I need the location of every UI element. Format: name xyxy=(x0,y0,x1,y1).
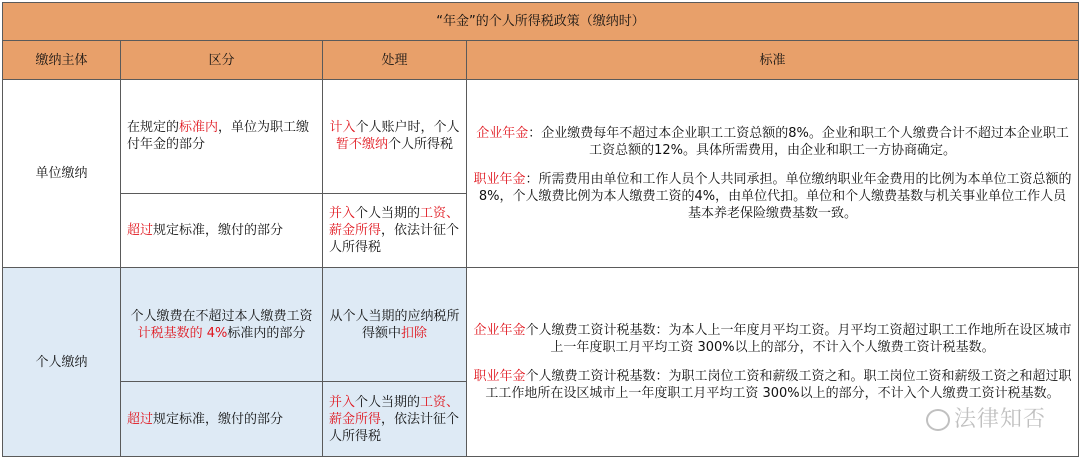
highlight-text: 扣除 xyxy=(401,325,428,341)
unit-standard-cell xyxy=(467,79,1079,268)
table-row xyxy=(3,79,1079,193)
table-title: “年金”的个人所得税政策（缴纳时） xyxy=(3,3,1079,41)
table-title-row xyxy=(3,3,1079,41)
highlight-text: 工资、薪金所得 xyxy=(329,206,460,239)
personal-row1-treatment xyxy=(323,268,467,382)
highlight-text: 计税基数的 4% xyxy=(137,325,228,341)
text-segment: 个人账户时，个人 xyxy=(355,120,460,136)
highlight-text: 工资、薪金所得 xyxy=(329,394,460,427)
unit-row1-treatment xyxy=(323,79,467,193)
occupational-pension-text: 个人缴费工资计税基数：为职工岗位工资和薪级工资之和。职工岗位工资和薪级工资之和超过职工工作地所在设区城市上一年度职工月平均工资 300%以上的部分，不计入个人缴费工资计税基数。 xyxy=(485,369,1072,402)
personal-enterprise-standard xyxy=(473,322,1072,356)
highlight-text: 计入 xyxy=(329,120,356,136)
text-segment: 个人缴费在不超过本人缴费工资 xyxy=(130,308,313,324)
text-segment: 个人所得税 xyxy=(388,137,454,153)
subject-unit: 单位缴纳 xyxy=(3,79,121,268)
unit-row2-category xyxy=(121,193,323,268)
pension-tax-table xyxy=(2,2,1079,457)
enterprise-pension-text: 个人缴费工资计税基数：为本人上一年度月平均工资。月平均工资超过职工工作地所在设区城市上一年度职工月平均工资 300%以上的部分，不计入个人缴费工资计税基数。 xyxy=(525,323,1072,356)
personal-standard-cell xyxy=(467,268,1079,457)
watermark-text: 法律知否 xyxy=(954,407,1047,432)
enterprise-pension-text: ：企业缴费每年不超过本企业职工工资总额的8%。企业和职工个人缴费合计不超过本企业职工工资总额的12%。具体所需费用，由企业和职工一方协商确定。 xyxy=(528,126,1069,158)
subject-personal: 个人缴纳 xyxy=(3,268,121,457)
header-standard: 标准 xyxy=(467,41,1079,79)
table-header-row xyxy=(3,41,1079,79)
header-treatment: 处理 xyxy=(323,41,467,79)
table-row xyxy=(3,268,1079,382)
header-subject: 缴纳主体 xyxy=(3,41,121,79)
header-category: 区分 xyxy=(121,41,323,79)
text-segment: 规定标准，缴付的部分 xyxy=(153,223,284,239)
text-segment: 在规定的 xyxy=(127,120,180,136)
unit-row2-treatment xyxy=(323,193,467,268)
enterprise-pension-label: 企业年金 xyxy=(473,323,526,339)
text-segment: ，依法计征个人所得税 xyxy=(329,223,460,256)
text-segment: 个人当期的 xyxy=(355,394,421,410)
highlight-text: 超过 xyxy=(127,411,154,427)
personal-row2-category xyxy=(121,382,323,457)
unit-enterprise-standard xyxy=(473,125,1072,159)
highlight-text: 暂不缴纳 xyxy=(335,137,388,153)
unit-row1-category xyxy=(121,79,323,193)
text-segment: 从个人当期的应纳税所得额中 xyxy=(329,308,460,341)
highlight-text: 并入 xyxy=(329,206,356,222)
occupational-pension-text: ：所需费用由单位和工作人员个人共同承担。单位缴纳职业年金费用的比例为本单位工资总额的8%，个人缴费比例为本人缴费工资的4%，由单位代扣。单位和个人缴费基数与机关事业单位工作人员基本养老保险缴费基数一致。 xyxy=(478,172,1072,221)
highlight-text: 并入 xyxy=(329,394,356,410)
highlight-text: 超过 xyxy=(127,223,154,239)
unit-occupational-standard xyxy=(473,171,1072,222)
text-segment: ，依法计征个人所得税 xyxy=(329,411,460,444)
text-segment: 个人当期的 xyxy=(355,206,421,222)
highlight-text: 标准内 xyxy=(179,120,219,136)
occupational-pension-label: 职业年金 xyxy=(473,172,526,187)
personal-occupational-standard xyxy=(473,368,1072,402)
personal-row2-treatment xyxy=(323,382,467,457)
enterprise-pension-label: 企业年金 xyxy=(476,126,529,141)
personal-row1-category xyxy=(121,268,323,382)
text-segment: ，单位为职工缴付年金的部分 xyxy=(127,120,310,153)
text-segment: 规定标准，缴付的部分 xyxy=(153,411,284,427)
text-segment: 标准内的部分 xyxy=(227,325,306,341)
occupational-pension-label: 职业年金 xyxy=(473,369,526,385)
